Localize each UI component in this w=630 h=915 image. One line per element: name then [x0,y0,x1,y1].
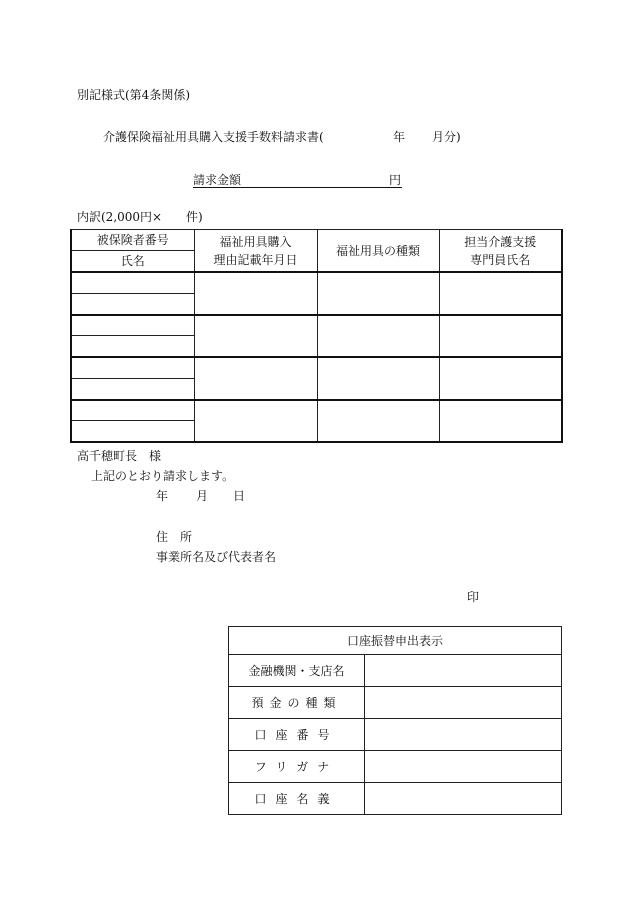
date-day-label: 日 [233,489,246,503]
amount-unit: 円 [389,173,402,187]
amount-label: 請求金額 [193,173,242,187]
account-number-field[interactable] [365,719,562,751]
address-label: 住 所 [156,530,193,544]
entry-care-manager-cell[interactable] [439,315,562,358]
entry-equipment-type-cell[interactable] [317,272,439,315]
company-representative-label: 事業所名及び代表者名 [156,550,277,564]
seal-mark: 印 [467,590,480,604]
entry-care-manager-cell[interactable] [439,357,562,400]
entry-equipment-type-cell[interactable] [317,357,439,400]
header-name: 氏名 [71,251,194,272]
account-name-label: 口座名義 [229,783,365,815]
date-year-label: 年 [156,489,169,503]
deposit-type-field[interactable] [365,687,562,719]
entry-insured-number-cell[interactable] [71,400,194,421]
entry-care-manager-cell[interactable] [439,272,562,315]
account-number-label: 口座番号 [229,719,365,751]
form-title: 介護保険福祉用具購入支援手数料請求書( [103,130,324,144]
date-month-label: 月 [196,489,209,503]
entry-equipment-type-cell[interactable] [317,400,439,443]
bank-institution-label: 金融機関・支店名 [229,655,365,687]
entry-purchase-date-cell[interactable] [194,315,317,358]
entry-insured-number-cell[interactable] [71,272,194,293]
entry-name-cell[interactable] [71,293,194,314]
title-year-label: 年 [393,130,406,144]
form-reference: 別記様式(第4条関係) [77,88,190,102]
furigana-field[interactable] [365,751,562,783]
header-purchase-reason [194,230,317,273]
entry-care-manager-cell[interactable] [439,400,562,443]
entry-purchase-date-cell[interactable] [194,400,317,443]
entry-name-cell[interactable] [71,421,194,442]
breakdown-label: 内訳(2,000円× [77,210,163,224]
request-text: 上記のとおり請求します。 [91,469,235,483]
header-care-manager-line2: 専門員氏名 [470,252,531,267]
entry-equipment-type-cell[interactable] [317,315,439,358]
header-purchase-reason-line2: 理由記載年月日 [213,252,298,267]
entry-purchase-date-cell[interactable] [194,272,317,315]
addressee: 高千穂町長 様 [77,449,162,463]
header-equipment-type: 福祉用具の種類 [317,230,439,273]
entry-insured-number-cell[interactable] [71,315,194,336]
deposit-type-label: 預金の種類 [229,687,365,719]
entry-purchase-date-cell[interactable] [194,357,317,400]
breakdown-count-unit: 件) [186,210,203,224]
entry-insured-number-cell[interactable] [71,357,194,378]
bank-table-title: 口座振替申出表示 [229,627,562,655]
bank-transfer-table [228,626,562,815]
entry-name-cell[interactable] [71,336,194,357]
entry-name-cell[interactable] [71,378,194,399]
bank-institution-field[interactable] [365,655,562,687]
furigana-label: フリガナ [229,751,365,783]
header-care-manager [439,230,562,273]
account-name-field[interactable] [365,783,562,815]
claims-table [70,229,563,443]
header-insured-number: 被保険者番号 [71,230,194,251]
header-purchase-reason-line1: 福祉用具購入 [219,234,292,249]
title-month-label: 月分) [432,130,461,144]
header-care-manager-line1: 担当介護支援 [464,234,537,249]
